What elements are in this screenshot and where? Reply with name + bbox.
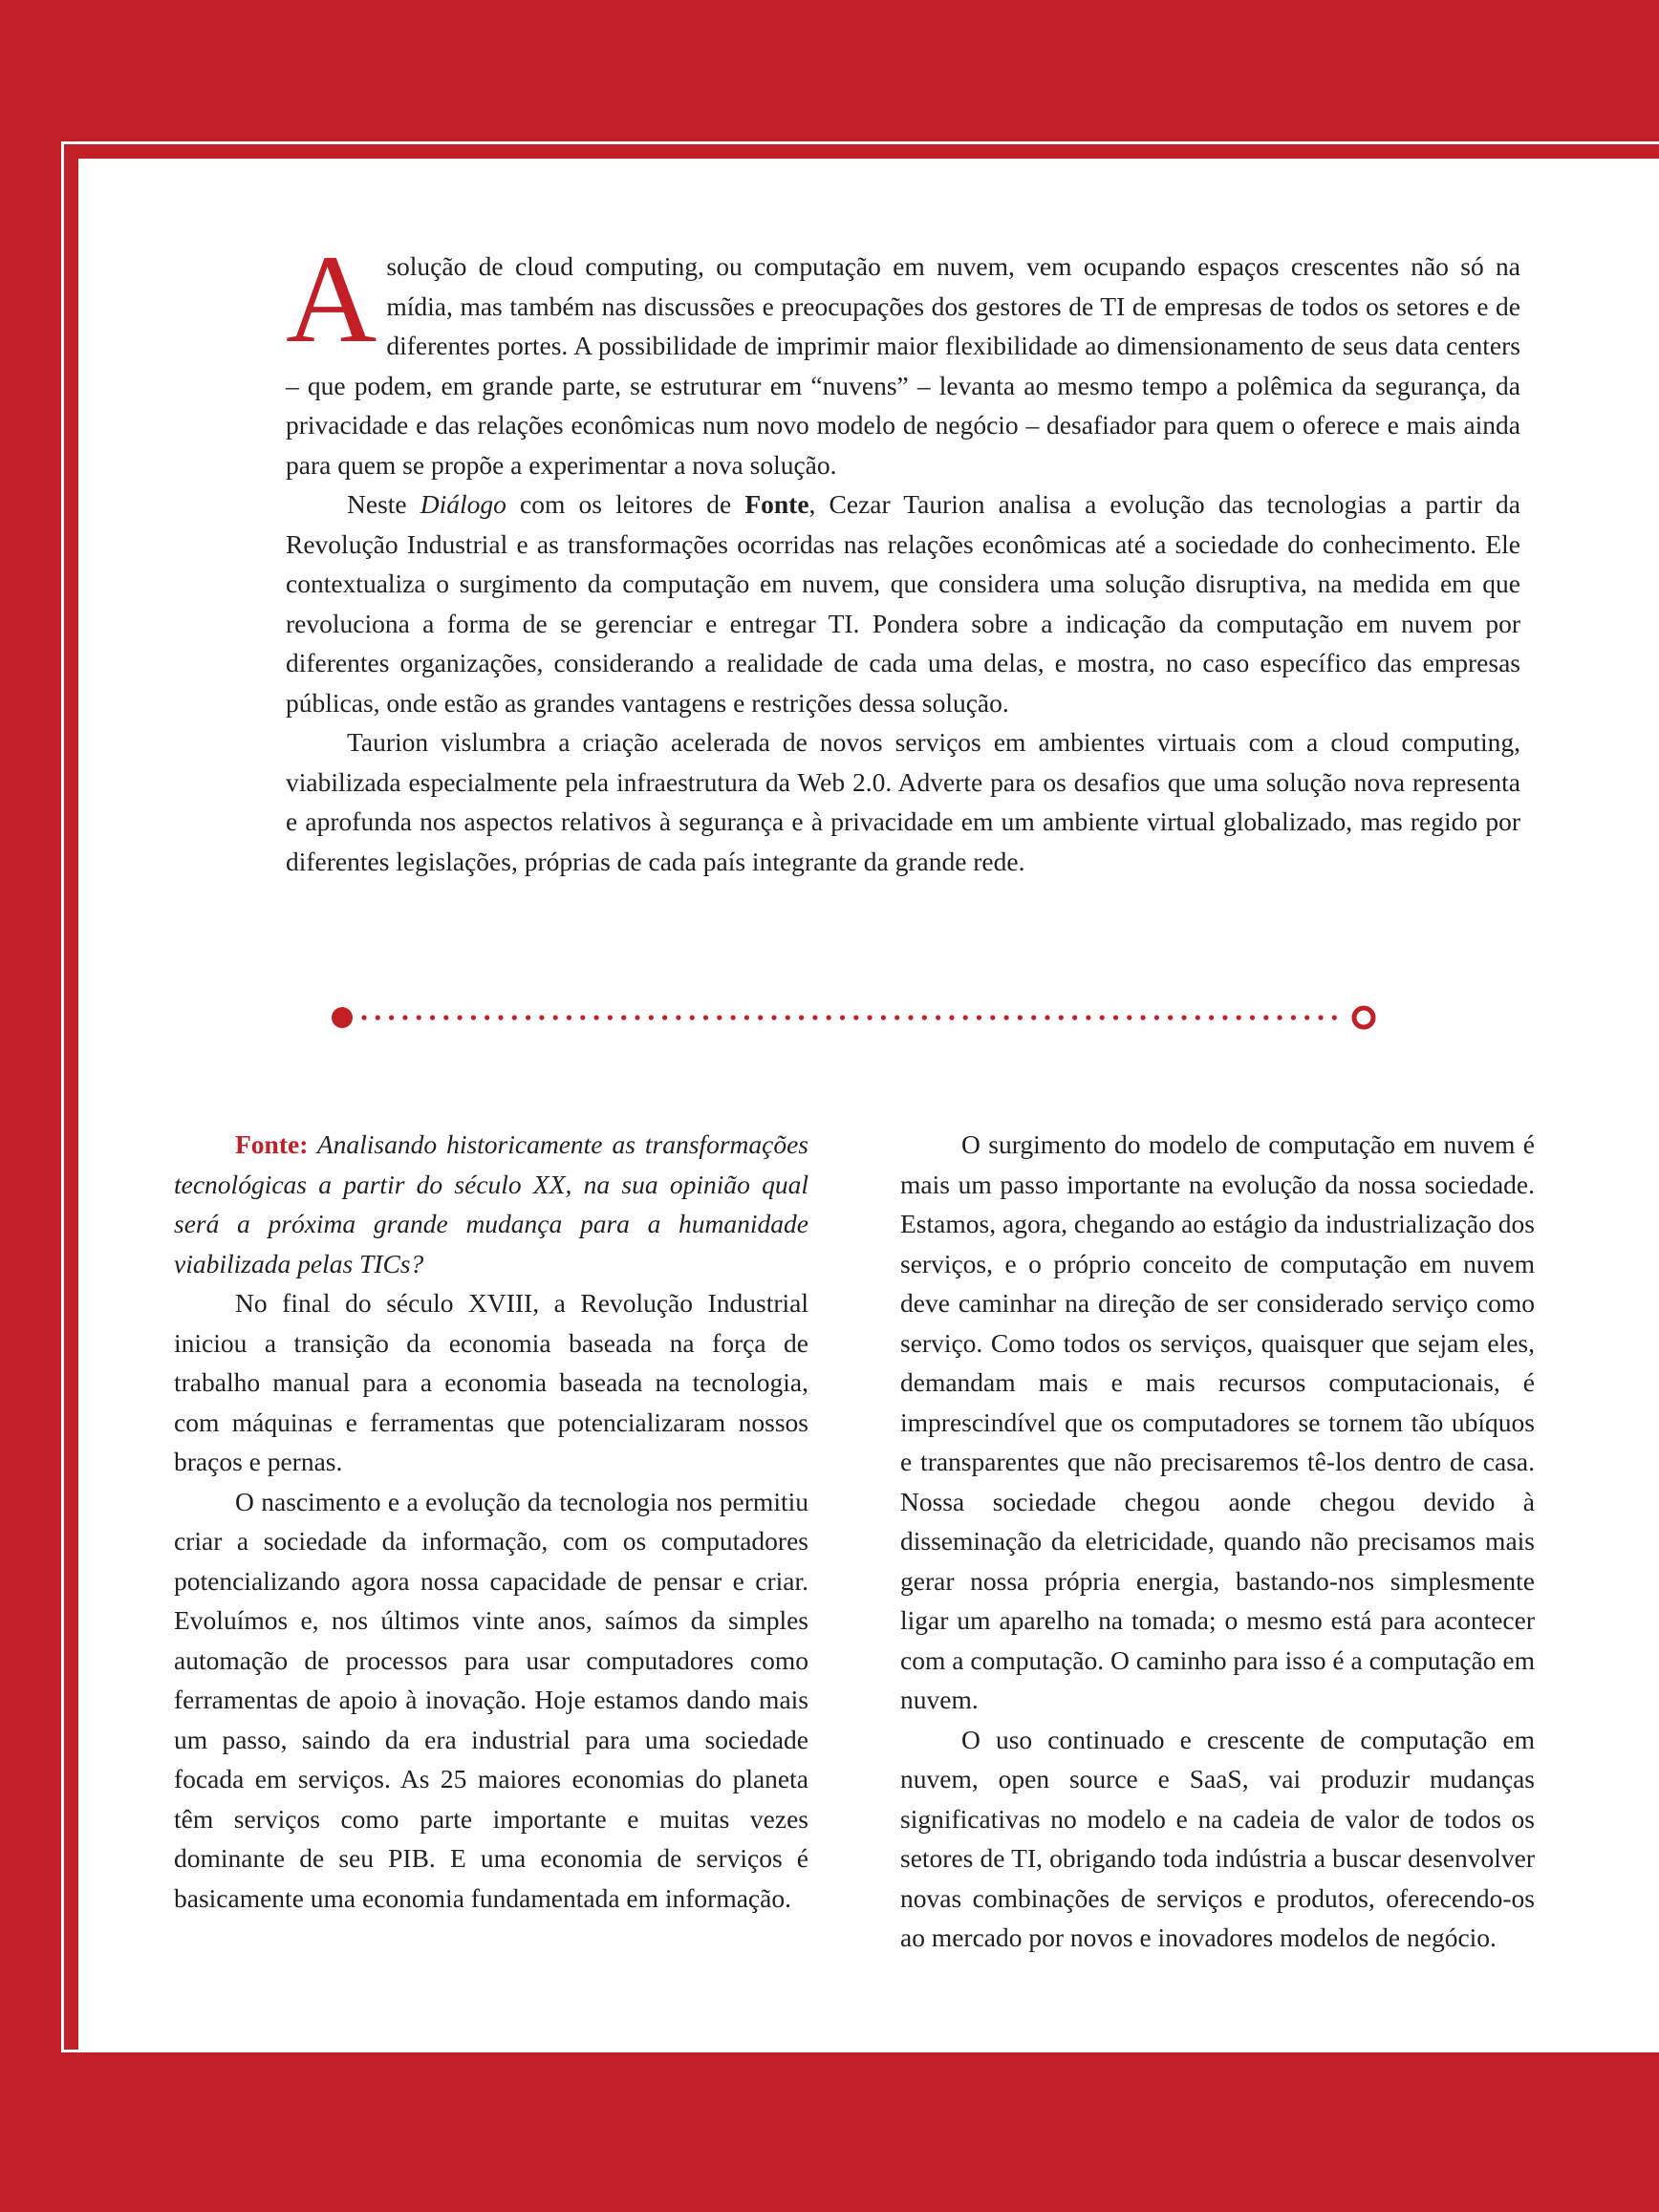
- divider-dot: [458, 1015, 463, 1020]
- divider-dot: [1168, 1015, 1173, 1020]
- divider-dot: [649, 1015, 654, 1020]
- divider-dot: [567, 1015, 571, 1020]
- divider-dot: [635, 1015, 639, 1020]
- divider-dot: [1278, 1015, 1282, 1020]
- divider-dot: [908, 1015, 913, 1020]
- divider-dot: [1004, 1015, 1009, 1020]
- divider-dot: [1250, 1015, 1255, 1020]
- divider-dot: [977, 1015, 981, 1020]
- divider-dot: [771, 1015, 776, 1020]
- answer-paragraph-1: No final do século XVIII, a Revolução Industrial iniciou a transição da economia baseada na força de trabalho manual para a economia baseada na tecnologia, com máquinas e ferramentas que potencializaram nossos braços e pernas.: [174, 1288, 808, 1476]
- divider-dot: [485, 1015, 489, 1020]
- intro-paragraph-1: A solução de cloud computing, ou computação em nuvem, vem ocupando espaços crescentes não só na mídia, mas também nas discussões e preocupações dos gestores de TI de empresas de todos os setores e de diferentes portes. A possibilidade de imprimir maior flexibilidade ao dimensionamento de seus data centers – que podem, em grande parte, se estruturar em “nuvens” – levanta ao mesmo tempo a polêmica da segurança, da privacidade e das relações econômicas num novo modelo de negócio – desafiador para quem o oferece e mais ainda para quem se propõe a experimentar a nova solução.: [286, 228, 1520, 480]
- divider-dot: [443, 1015, 448, 1020]
- divider-dot: [1263, 1015, 1268, 1020]
- divider-dot-start: [332, 1007, 353, 1028]
- divider-dot: [1196, 1015, 1200, 1020]
- divider-dot: [662, 1015, 667, 1020]
- interview-question: [174, 1125, 808, 1283]
- dotted-divider: [330, 1003, 1377, 1032]
- intro-section: [286, 228, 1520, 881]
- divider-ring-end: [1354, 1008, 1373, 1027]
- divider-dot: [553, 1015, 558, 1020]
- divider-dot: [690, 1015, 695, 1020]
- divider-dot: [731, 1015, 736, 1020]
- divider-dot: [361, 1015, 366, 1020]
- divider-dot: [1031, 1015, 1036, 1020]
- divider-dot: [1086, 1015, 1090, 1020]
- divider-dot: [389, 1015, 394, 1020]
- divider-dot: [1072, 1015, 1077, 1020]
- divider-dot: [936, 1015, 940, 1020]
- intro-paragraph-3: Taurion vislumbra a criação acelerada de novos serviços em ambientes virtuais com a cloud computing, viabilizada especialmente pela infraestrutura da Web 2.0. Adverte para os desafios que uma solução nova representa e aprofunda nos aspectos relativos à segurança e à privacidade em um ambiente virtual globalizado, mas regido por diferentes legislações, próprias de cada país integrante da grande rede.: [286, 727, 1520, 876]
- divider-dot: [676, 1015, 680, 1020]
- divider-dot: [894, 1015, 899, 1020]
- right-column: [900, 1125, 1535, 1958]
- divider-dot: [376, 1015, 380, 1020]
- divider-dot: [1291, 1015, 1296, 1020]
- divider-dot: [539, 1015, 544, 1020]
- divider-dot: [594, 1015, 599, 1020]
- divider-dot: [580, 1015, 585, 1020]
- question-label: Fonte:: [235, 1129, 309, 1159]
- page: [78, 159, 1659, 2052]
- divider-dot: [498, 1015, 503, 1020]
- divider-dot: [799, 1015, 804, 1020]
- divider-dot: [471, 1015, 476, 1020]
- divider-dot: [812, 1015, 817, 1020]
- divider-dot: [881, 1015, 886, 1020]
- divider-dot: [1237, 1015, 1241, 1020]
- divider-dot: [703, 1015, 708, 1020]
- divider-dot: [1059, 1015, 1064, 1020]
- divider-dot: [949, 1015, 954, 1020]
- question-text: Analisando historicamente as transformações tecnológicas a partir do século XX, na sua opinião qual será a próxima grande mudança para a humanidade viabilizada pelas TICs?: [174, 1129, 808, 1278]
- divider-dot: [608, 1015, 613, 1020]
- answer-paragraph-4: O uso continuado e crescente de computação em nuvem, open source e SaaS, vai produzir mudanças significativas no modelo e na cadeia de valor de todos os setores de TI, obrigando toda indústria a buscar desenvolver novas combinações de serviços e produtos, oferecendo-os ao mercado por novos e inovadores modelos de negócio.: [900, 1724, 1535, 1952]
- divider-dot: [853, 1015, 858, 1020]
- divider-dot: [1100, 1015, 1105, 1020]
- divider-dot: [1127, 1015, 1131, 1020]
- divider-dot: [417, 1015, 421, 1020]
- divider-dot: [1304, 1015, 1309, 1020]
- drop-cap: A: [286, 228, 377, 369]
- divider-dot: [922, 1015, 927, 1020]
- divider-dot: [512, 1015, 517, 1020]
- divider-dot: [1045, 1015, 1049, 1020]
- divider-dots: [361, 1015, 1337, 1020]
- divider-dot: [1113, 1015, 1118, 1020]
- divider-dot: [758, 1015, 763, 1020]
- divider-dot: [827, 1015, 831, 1020]
- divider-dot: [1018, 1015, 1023, 1020]
- divider-dot: [990, 1015, 995, 1020]
- divider-dot: [840, 1015, 845, 1020]
- divider-dot: [621, 1015, 626, 1020]
- divider-dot: [1222, 1015, 1227, 1020]
- divider-dot: [1154, 1015, 1159, 1020]
- answer-paragraph-3: O surgimento do modelo de computação em nuvem é mais um passo importante na evolução da nossa sociedade. Estamos, agora, chegando ao estágio da industrialização dos serviços, e o próprio conceito de computação em nuvem deve caminhar na direção de ser considerado serviço como serviço. Como todos os serviços, quaisquer que sejam eles, demandam mais e mais recursos computacionais, é imprescindível que os computadores se tornem tão ubíquos e transparentes que não precisaremos tê-los dentro de casa. Nossa sociedade chegou aonde chegou devido à disseminação da eletricidade, quando não precisamos mais gerar nossa própria energia, bastando-nos simplesmente ligar um aparelho na tomada; o mesmo está para acontecer com a computação. O caminho para isso é a computação em nuvem.: [900, 1129, 1535, 1714]
- divider-dot: [717, 1015, 722, 1020]
- divider-dot: [963, 1015, 968, 1020]
- intro-paragraph-2: Neste Diálogo com os leitores de Fonte, Cezar Taurion analisa a evolução das tecnologias a partir da Revolução Industrial e as transformações ocorridas nas relações econômicas até a sociedade do conhecimento. Ele contextualiza o surgimento da computação em nuvem, que considera uma solução disruptiva, na medida em que revoluciona a forma de se gerenciar e entregar TI. Pondera sobre a indicação da computação em nuvem por diferentes organizações, considerando a realidade de cada uma delas, e mostra, no caso específico das empresas públicas, onde estão as grandes vantagens e restrições dessa solução.: [286, 489, 1520, 718]
- divider-dot: [430, 1015, 435, 1020]
- divider-dot: [1181, 1015, 1186, 1020]
- left-column: [174, 1125, 808, 1918]
- divider-dot: [868, 1015, 873, 1020]
- divider-dot: [526, 1015, 530, 1020]
- divider-dot: [786, 1015, 790, 1020]
- divider-dot: [1332, 1015, 1337, 1020]
- divider-dot: [1318, 1015, 1323, 1020]
- divider-dot: [402, 1015, 407, 1020]
- answer-paragraph-2: O nascimento e a evolução da tecnologia nos permitiu criar a sociedade da informação, com os computadores potencializando agora nossa capacidade de pensar e criar. Evoluímos e, nos últimos vinte anos, saímos da simples automação de processos para usar computadores como ferramentas de apoio à inovação. Hoje estamos dando mais um passo, saindo da era industrial para uma sociedade focada em serviços. As 25 maiores economias do planeta têm serviços como parte importante e muitas vezes dominante de seu PIB. E uma economia de serviços é basicamente uma economia fundamentada em informação.: [174, 1486, 808, 1913]
- divider-dot: [1209, 1015, 1214, 1020]
- divider-dot: [1141, 1015, 1146, 1020]
- divider-dot: [744, 1015, 749, 1020]
